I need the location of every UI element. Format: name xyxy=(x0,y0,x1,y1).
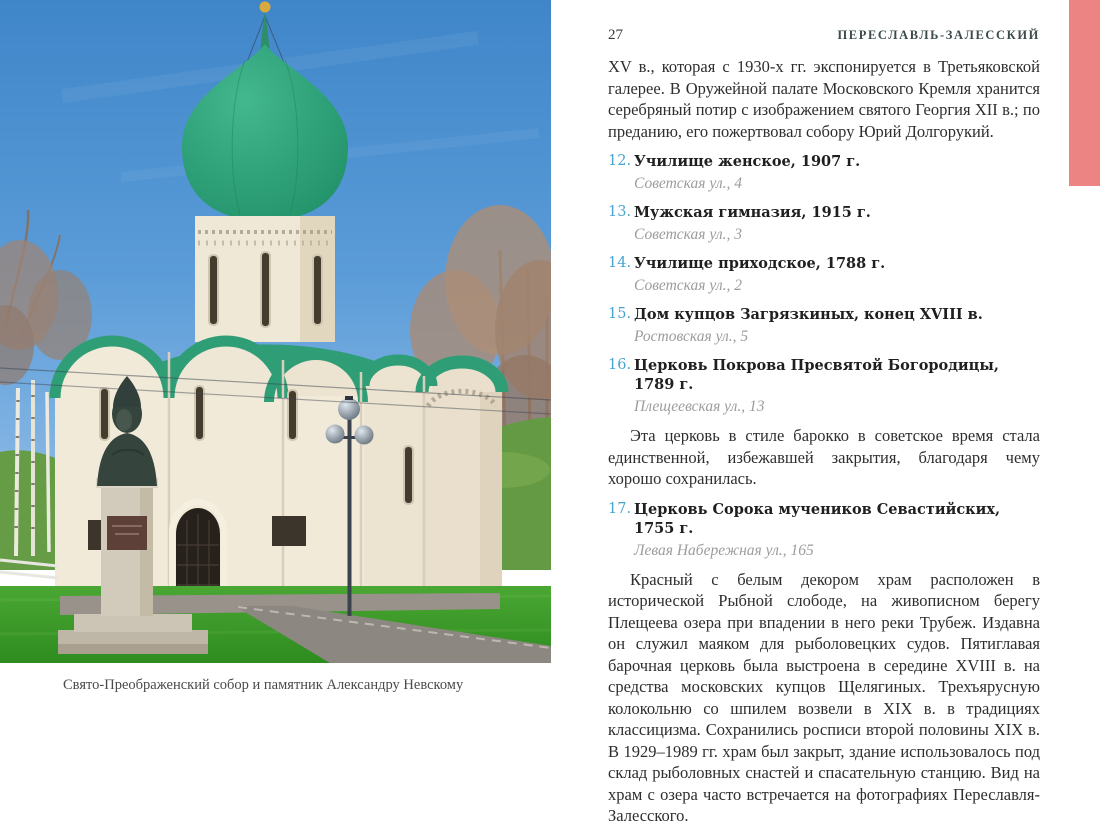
entry-title: Дом купцов Загрязкиных, конец XVIII в. xyxy=(634,306,983,323)
running-head: ПЕРЕСЛАВЛЬ-ЗАЛЕССКИЙ xyxy=(837,28,1040,42)
entry-number: 12. xyxy=(608,153,632,169)
entry-title-row xyxy=(608,152,1040,171)
cathedral-photo xyxy=(0,0,551,663)
list-entry-15 xyxy=(608,305,1040,346)
page-header xyxy=(608,26,1040,44)
list-entry-17 xyxy=(608,500,1040,827)
page-number: 27 xyxy=(608,27,623,43)
entry-title: Церковь Сорока мучеников Севастийских, 1755 г. xyxy=(634,500,1001,537)
entry-number: 15. xyxy=(608,306,632,322)
entry-address: Левая Набережная ул., 165 xyxy=(634,541,814,559)
intro-paragraph: XV в., которая с 1930-х гг. экспонируется в Третьяковской галерее. В Оружейной палате Московского Кремля хранится серебряный потир с изображением святого Георгия XII в.; по преданию, его пожертвовал собору Юрий Долгорукий. xyxy=(608,57,1040,141)
list-entry-13 xyxy=(608,203,1040,244)
entry-number: 17. xyxy=(608,500,632,517)
entry-title: Училище женское, 1907 г. xyxy=(634,153,861,170)
entry-number: 14. xyxy=(608,255,632,271)
text-column xyxy=(608,26,1040,827)
entry-title-row xyxy=(608,356,1040,394)
entry-number: 16. xyxy=(608,357,632,373)
list-entry-12 xyxy=(608,152,1040,193)
entry-title-row xyxy=(608,305,1040,324)
list-entry-16 xyxy=(608,356,1040,490)
entry-title-row xyxy=(608,203,1040,222)
entry-address: Советская ул., 3 xyxy=(634,226,742,243)
entry-title: Училище приходское, 1788 г. xyxy=(634,255,886,272)
entry-note: Красный с белым декором храм расположен в исторической Рыбной слободе, на живописном берегу Плещеева озера при впадении в него реки Трубеж. Издавна он служил маяком для рыболовецких судов. Пятиглавая барочная церковь была выстроена в середине XVIII в. на средства московских купцов Щелягиных. Трехъярусную колокольню со шпилем возвели в XIX в. в традициях классицизма. Сохранились росписи второй половины XIX в. В 1929–1989 гг. храм был закрыт, здание использовалось под склад рыболовных снастей и спасательную станцию. Вид на храм с озера часто встречается на фотографиях Переславля-Залесского. xyxy=(608,569,1040,825)
chapter-edge-tab xyxy=(1069,0,1100,186)
entry-address: Советская ул., 4 xyxy=(634,175,742,192)
entry-address: Плещеевская ул., 13 xyxy=(634,398,765,415)
entry-address: Ростовская ул., 5 xyxy=(634,328,749,345)
cathedral-photo-illustration xyxy=(0,0,551,663)
entry-title-row xyxy=(608,500,1040,538)
list-entry-14 xyxy=(608,254,1040,295)
entry-title-row xyxy=(608,254,1040,273)
entry-title: Мужская гимназия, 1915 г. xyxy=(634,204,871,221)
entry-note: Эта церковь в стиле барокко в советское время стала единственной, избежавшей закрытия, благодаря чему хорошо сохранилась. xyxy=(608,426,1040,488)
photo-caption: Свято-Преображенский собор и памятник Александру Невскому xyxy=(63,677,464,693)
entry-title: Церковь Покрова Пресвятой Богородицы, 1789 г. xyxy=(634,357,999,393)
entry-number: 13. xyxy=(608,204,632,220)
entry-address: Советская ул., 2 xyxy=(634,277,742,294)
